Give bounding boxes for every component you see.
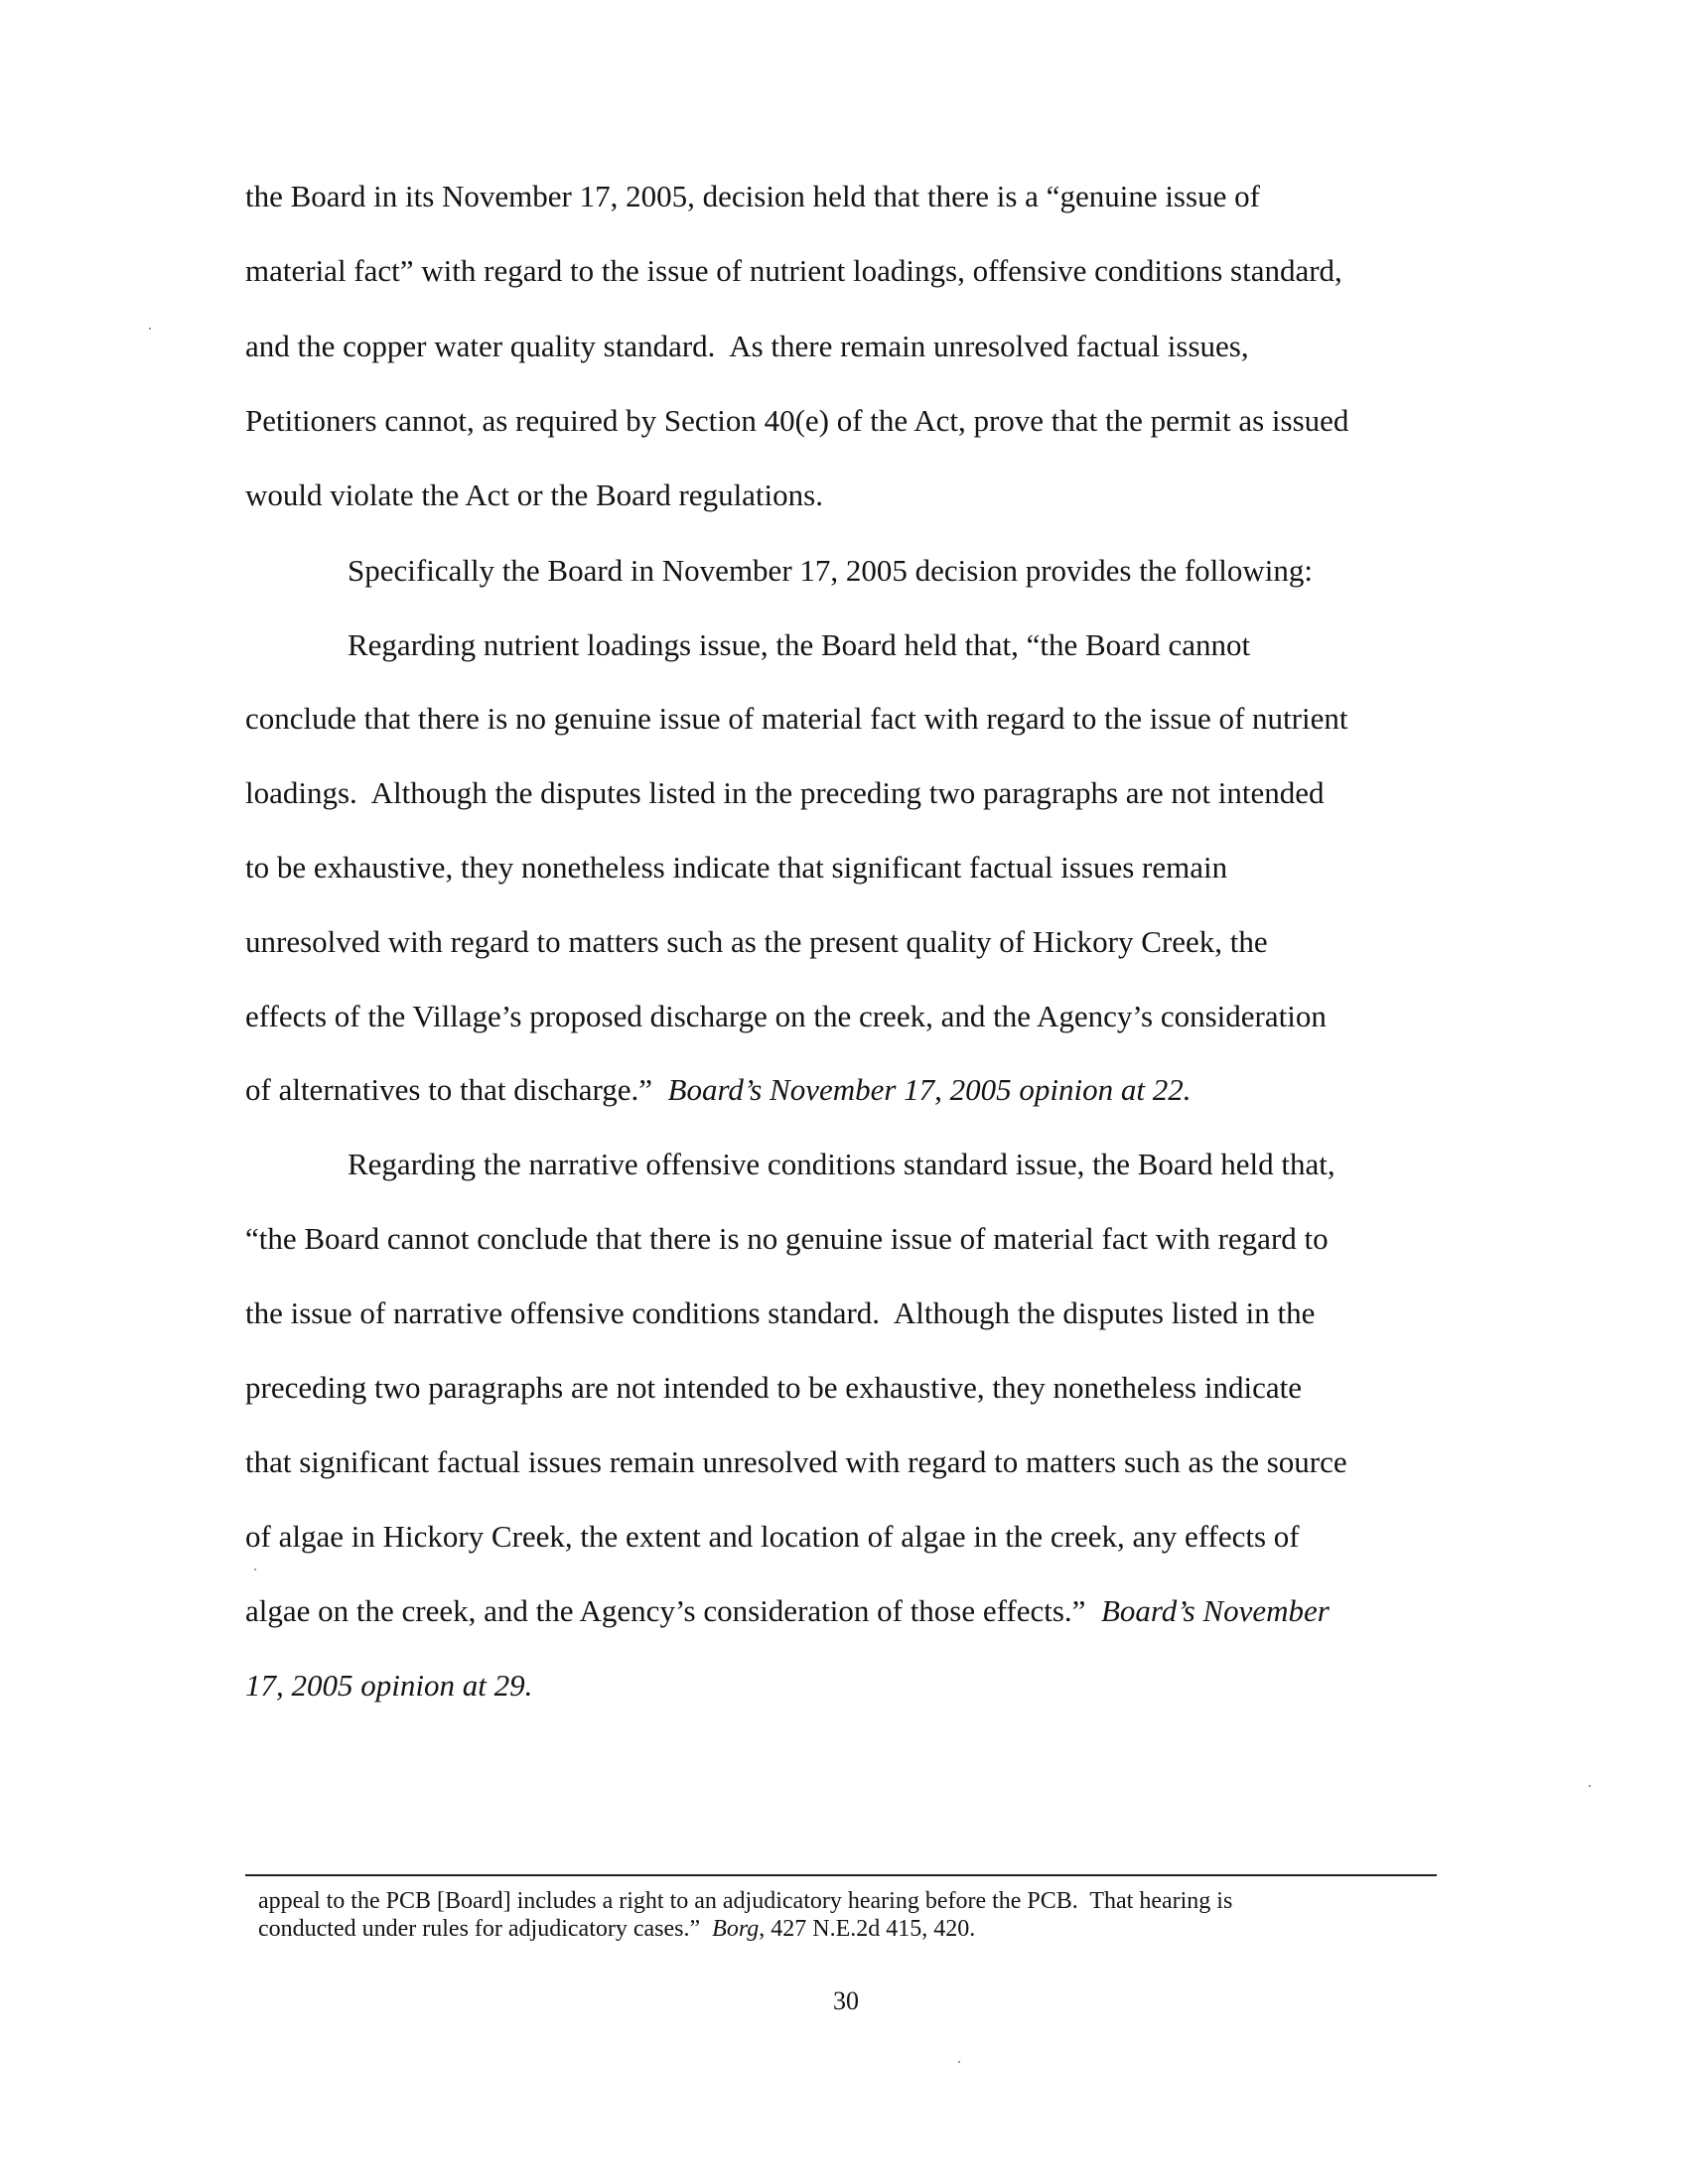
body-line bbox=[245, 1070, 1192, 1110]
text-run: effects of the Village’s proposed discharge on the creek, and the Agency’s consideration bbox=[245, 999, 1327, 1033]
body-line bbox=[245, 1591, 1330, 1631]
body-line bbox=[348, 625, 1250, 665]
footnote-line bbox=[258, 1886, 1232, 1916]
text-run: Specifically the Board in November 17, 2005 decision provides the following: bbox=[348, 553, 1313, 588]
body-line bbox=[348, 1145, 1335, 1184]
body-line bbox=[245, 773, 1324, 813]
body-line bbox=[245, 327, 1249, 366]
text-run: and the copper water quality standard. As there remain unresolved factual issues, bbox=[245, 329, 1249, 363]
text-run: to be exhaustive, they nonetheless indicate that significant factual issues remain bbox=[245, 850, 1228, 885]
citation-text: Board’s November bbox=[1100, 1593, 1330, 1628]
text-run: , 427 N.E.2d 415, 420. bbox=[759, 1916, 976, 1942]
page-number: 30 bbox=[833, 1986, 859, 2015]
text-run: the issue of narrative offensive conditions standard. Although the disputes listed in the bbox=[245, 1296, 1316, 1330]
citation-text: Board’s November 17, 2005 opinion at 22. bbox=[667, 1072, 1192, 1107]
body-line bbox=[245, 1294, 1315, 1333]
text-run: the Board in its November 17, 2005, decision held that there is a “genuine issue of bbox=[245, 179, 1260, 213]
text-run: “the Board cannot conclude that there is no genuine issue of material fact with regard to bbox=[245, 1221, 1329, 1256]
footnote-separator bbox=[245, 1874, 1437, 1876]
citation-text: Borg bbox=[712, 1916, 760, 1942]
body-line bbox=[348, 551, 1313, 591]
text-run: loadings. Although the disputes listed in the preceding two paragraphs are not intended bbox=[245, 775, 1325, 810]
text-run: conducted under rules for adjudicatory cases.” bbox=[258, 1916, 713, 1942]
text-run: of algae in Hickory Creek, the extent and location of algae in the creek, any effects of bbox=[245, 1519, 1300, 1554]
text-run: Petitioners cannot, as required by Section 40(e) of the Act, prove that the permit as issued bbox=[245, 403, 1349, 438]
body-line bbox=[245, 997, 1327, 1036]
text-run: material fact” with regard to the issue of nutrient loadings, offensive conditions standard, bbox=[245, 253, 1342, 288]
scan-speck bbox=[149, 328, 151, 330]
scan-speck bbox=[1589, 1785, 1591, 1787]
text-run: conclude that there is no genuine issue of material fact with regard to the issue of nutrient bbox=[245, 701, 1348, 736]
text-run: Regarding nutrient loadings issue, the Board held that, “the Board cannot bbox=[348, 627, 1251, 662]
body-line bbox=[245, 848, 1227, 887]
body-line bbox=[245, 1219, 1329, 1259]
text-run: that significant factual issues remain unresolved with regard to matters such as the source bbox=[245, 1444, 1347, 1479]
text-run: appeal to the PCB [Board] includes a right to an adjudicatory hearing before the PCB. That hearing is bbox=[258, 1888, 1233, 1914]
text-run: unresolved with regard to matters such as the present quality of Hickory Creek, the bbox=[245, 924, 1268, 959]
text-run: Regarding the narrative offensive conditions standard issue, the Board held that, bbox=[348, 1147, 1335, 1181]
body-line bbox=[245, 1442, 1347, 1482]
body-line bbox=[245, 401, 1348, 441]
body-line bbox=[245, 251, 1342, 291]
scan-speck bbox=[254, 1569, 256, 1570]
footnote-line bbox=[258, 1914, 975, 1944]
body-line bbox=[245, 699, 1347, 739]
body-line bbox=[245, 177, 1260, 216]
text-run: would violate the Act or the Board regulations. bbox=[245, 478, 823, 512]
body-line bbox=[245, 1368, 1302, 1408]
text-run: of alternatives to that discharge.” bbox=[245, 1072, 668, 1107]
body-line bbox=[245, 1666, 532, 1706]
scan-speck bbox=[958, 2061, 960, 2063]
citation-text: 17, 2005 opinion at 29. bbox=[245, 1668, 533, 1703]
body-line bbox=[245, 922, 1268, 962]
body-line bbox=[245, 1517, 1300, 1557]
text-run: algae on the creek, and the Agency’s consideration of those effects.” bbox=[245, 1593, 1101, 1628]
text-run: preceding two paragraphs are not intended to be exhaustive, they nonetheless indicate bbox=[245, 1370, 1302, 1405]
body-line bbox=[245, 476, 823, 515]
